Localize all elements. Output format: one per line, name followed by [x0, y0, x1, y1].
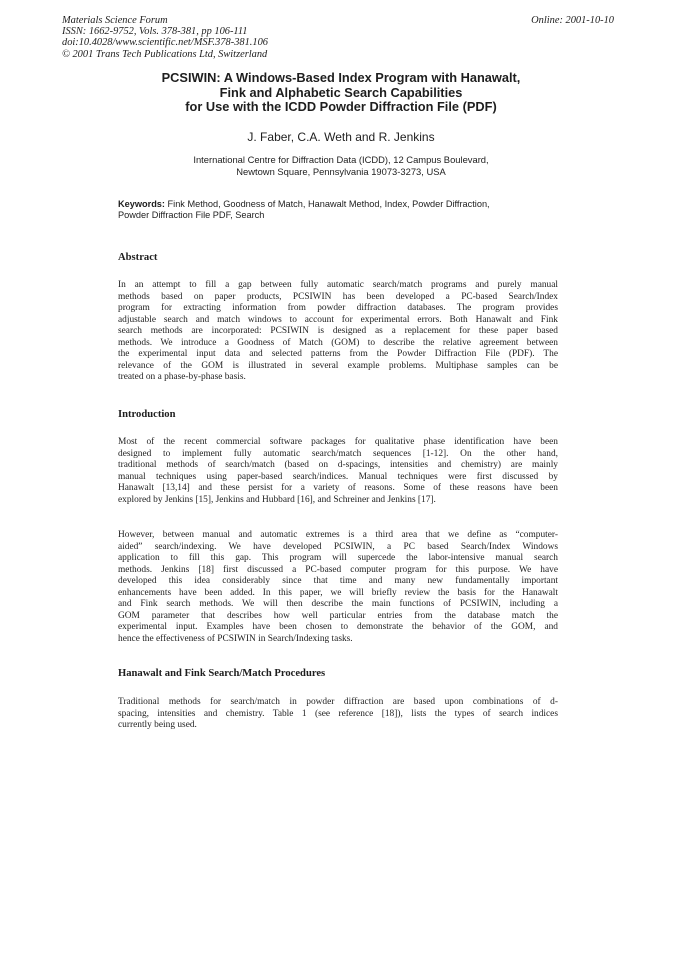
text-line: treated on a phase-by-phase basis. [118, 372, 246, 382]
doi-line: doi:10.4028/www.scientific.net/MSF.378-381.106 [62, 37, 268, 49]
text-line: Most of the recent commercial software packages for qualitative phase identification have been [118, 437, 558, 447]
abstract-heading: Abstract [118, 252, 158, 263]
text-line: Traditional methods for search/match in powder diffraction are based upon combinations of d- [118, 697, 558, 707]
text-line: traditional methods of search/match (based on d-spacings, intensities and chemistry) are mainly [118, 460, 558, 470]
keywords [118, 199, 568, 222]
text-line: However, between manual and automatic extremes is a third area that we define as “computer- [118, 530, 558, 540]
text-line: application to fill this gap. This program will supercede the labor-intensive manual search [118, 553, 558, 563]
text-line: currently being used. [118, 720, 197, 730]
title-line: PCSIWIN: A Windows-Based Index Program with Hanawalt, [161, 70, 521, 85]
text-line: Hanawalt [13,14] and these persist for a variety of reasons. Some of these reasons have been [118, 483, 558, 493]
text-line: hence the effectiveness of PCSIWIN in Search/Indexing tasks. [118, 633, 353, 644]
text-line: enhancements have been added. In this paper, we will briefly review the basis for the Hanawalt [118, 587, 558, 598]
text-line: and Fink search methods. We will then describe the main functions of PCSIWIN, including a [118, 599, 558, 609]
affiliation-line: International Centre for Diffraction Data (ICDD), 12 Campus Boulevard, [193, 154, 489, 165]
text-line: designed to implement fully automatic search/match sequences [1-12]. On the other hand, [118, 448, 558, 459]
text-line: program for extracting information from powder diffraction databases. The program provides [118, 303, 558, 313]
online-date: Online: 2001-10-10 [531, 15, 614, 26]
abstract-paragraph [118, 280, 558, 384]
authors: J. Faber, C.A. Weth and R. Jenkins [247, 130, 435, 144]
text-line: In an attempt to fill a gap between fully automatic search/match programs and purely manual [118, 280, 558, 290]
text-line: explored by Jenkins [15], Jenkins and Hubbard [16], and Schreiner and Jenkins [17]. [118, 494, 436, 505]
text-line: methods. Jenkins [18] first discussed a PC-based computer program for this purpose. We have [118, 564, 558, 575]
text-line: aided” search/indexing. We have developed PCSIWIN, a PC based Search/Index Windows [118, 541, 558, 552]
title-line: for Use with the ICDD Powder Diffraction File (PDF) [185, 99, 497, 115]
text-line: spacing, intensities and chemistry. Table 1 (see reference [18]), lists the types of search indices [118, 708, 558, 719]
paper-title [110, 71, 572, 115]
affiliation-line: Newtown Square, Pennsylvania 19073-3273, USA [236, 165, 446, 177]
text-line: developed this idea considerably since that time and many new fundamentally important [118, 576, 558, 586]
text-line: search methods are incorporated: PCSIWIN is designed as a replacement for these paper based [118, 326, 558, 336]
text-line: methods. We introduce a Goodness of Match (GOM) to describe the relative agreement between [118, 337, 558, 348]
text-line: relevance of the GOM is illustrated in several example problems. Multiphase samples can be [118, 360, 558, 371]
journal-header [62, 15, 268, 60]
text-line: experimental input. Examples have been chosen to demonstrate the behavior of the GOM, and [118, 622, 558, 632]
title-line: Fink and Alphabetic Search Capabilities [219, 84, 463, 100]
keywords-list: Fink Method, Goodness of Match, Hanawalt Method, Index, Powder Diffraction, [167, 199, 490, 209]
text-line: the experimental input data and selected patterns from the Powder Diffraction File (PDF). The [118, 349, 558, 359]
issn-line: ISSN: 1662-9752, Vols. 378-381, pp 106-111 [62, 26, 248, 38]
hanawalt-fink-heading: Hanawalt and Fink Search/Match Procedures [118, 668, 326, 679]
text-line: methods based on paper products, PCSIWIN has been developed a PC-based Search/Index [118, 291, 558, 302]
text-line: adjustable search and match windows to account for experimental errors. Both Hanawalt and Fink [118, 314, 558, 325]
affiliation [110, 154, 572, 177]
text-line: GOM parameter that describes how well particular entries from the database match the [118, 610, 558, 621]
keywords-list-continued: Powder Diffraction File PDF, Search [118, 210, 265, 221]
text-line: manual techniques using paper-based search/indices. Manual techniques were first discussed by [118, 471, 558, 482]
journal-name: Materials Science Forum [62, 15, 168, 26]
introduction-paragraph-1 [118, 437, 558, 506]
hanawalt-fink-paragraph [118, 697, 558, 732]
introduction-heading: Introduction [118, 409, 176, 420]
keywords-label: Keywords: [118, 199, 165, 209]
copyright-line: © 2001 Trans Tech Publications Ltd, Switzerland [62, 48, 268, 60]
introduction-paragraph-2 [118, 530, 558, 645]
